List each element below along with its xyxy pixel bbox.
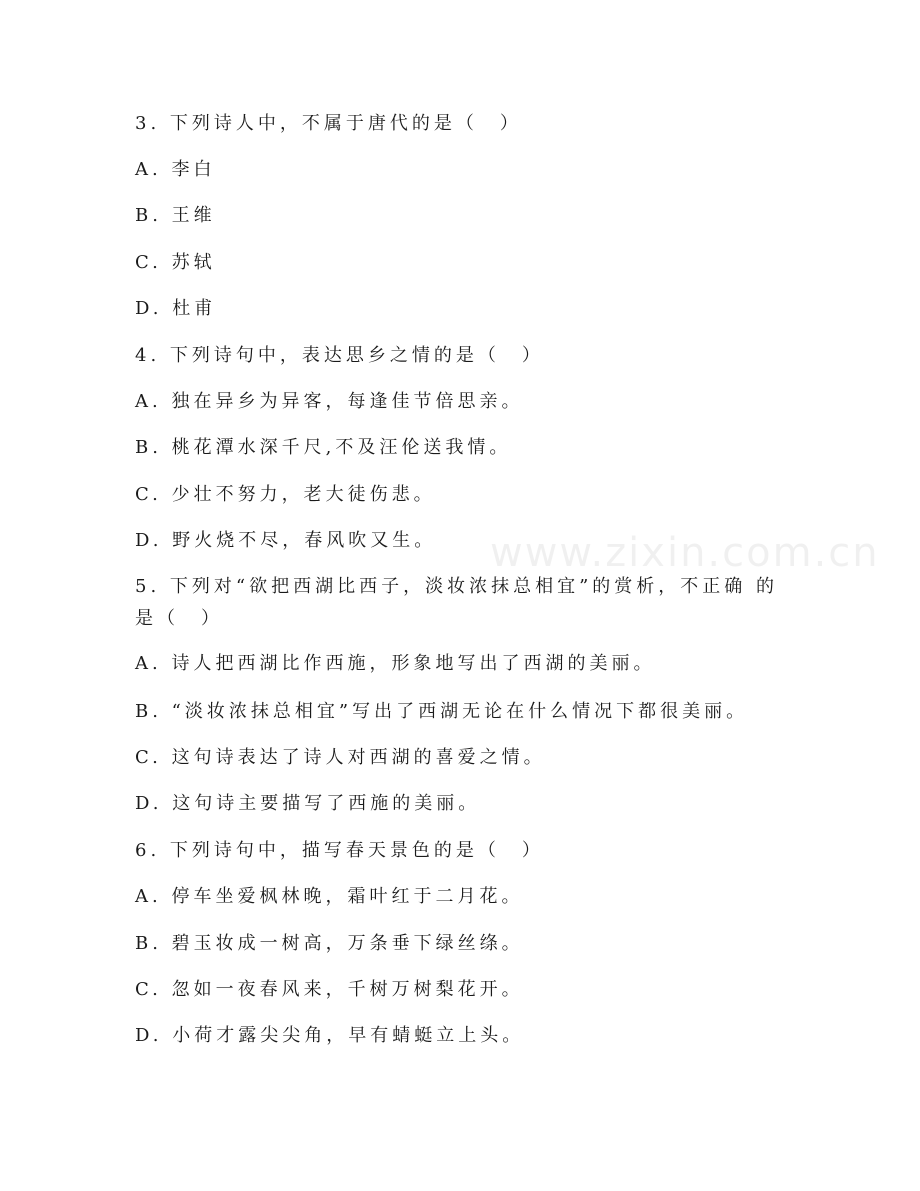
question-6-option-c: C. 忽如一夜春风来，千树万树梨花开。	[135, 979, 524, 1000]
question-6-option-a: A. 停车坐爱枫林晚，霜叶红于二月花。	[135, 886, 524, 907]
question-3-option-b: B. 王维	[135, 205, 216, 226]
question-5-stem: 5. 下列对“欲把西湖比西子，淡妆浓抹总相宜”的赏析，不正确 的是（ ）	[135, 576, 779, 629]
question-3-option-d: D. 杜甫	[135, 298, 217, 319]
question-5-option-d: D. 这句诗主要描写了西施的美丽。	[135, 793, 481, 814]
question-4-option-a: A. 独在异乡为异客，每逢佳节倍思亲。	[135, 391, 524, 412]
question-5-option-b: B. “淡妆浓抹总相宜”写出了西湖无论在什么情况下都很美丽。	[135, 701, 749, 722]
question-4-stem: 4. 下列诗句中，表达思乡之情的是（ ）	[135, 345, 544, 366]
question-3-option-a: A. 李白	[135, 159, 216, 180]
question-4-option-c: C. 少壮不努力，老大徒伤悲。	[135, 484, 436, 505]
watermark: www.zixin.com.cn	[490, 530, 880, 576]
question-3-option-c: C. 苏轼	[135, 252, 216, 273]
question-6-stem: 6. 下列诗句中，描写春天景色的是（ ）	[135, 840, 544, 861]
question-3-stem: 3. 下列诗人中，不属于唐代的是（ ）	[135, 113, 522, 134]
question-6-option-d: D. 小荷才露尖尖角，早有蜻蜓立上头。	[135, 1025, 525, 1046]
question-4-option-b: B. 桃花潭水深千尺,不及汪伦送我情。	[135, 437, 512, 458]
question-6-option-b: B. 碧玉妆成一树高，万条垂下绿丝绦。	[135, 933, 524, 954]
question-5-option-a: A. 诗人把西湖比作西施，形象地写出了西湖的美丽。	[135, 653, 656, 674]
question-4-option-d: D. 野火烧不尽，春风吹又生。	[135, 530, 437, 551]
question-5-option-c: C. 这句诗表达了诗人对西湖的喜爱之情。	[135, 747, 546, 768]
